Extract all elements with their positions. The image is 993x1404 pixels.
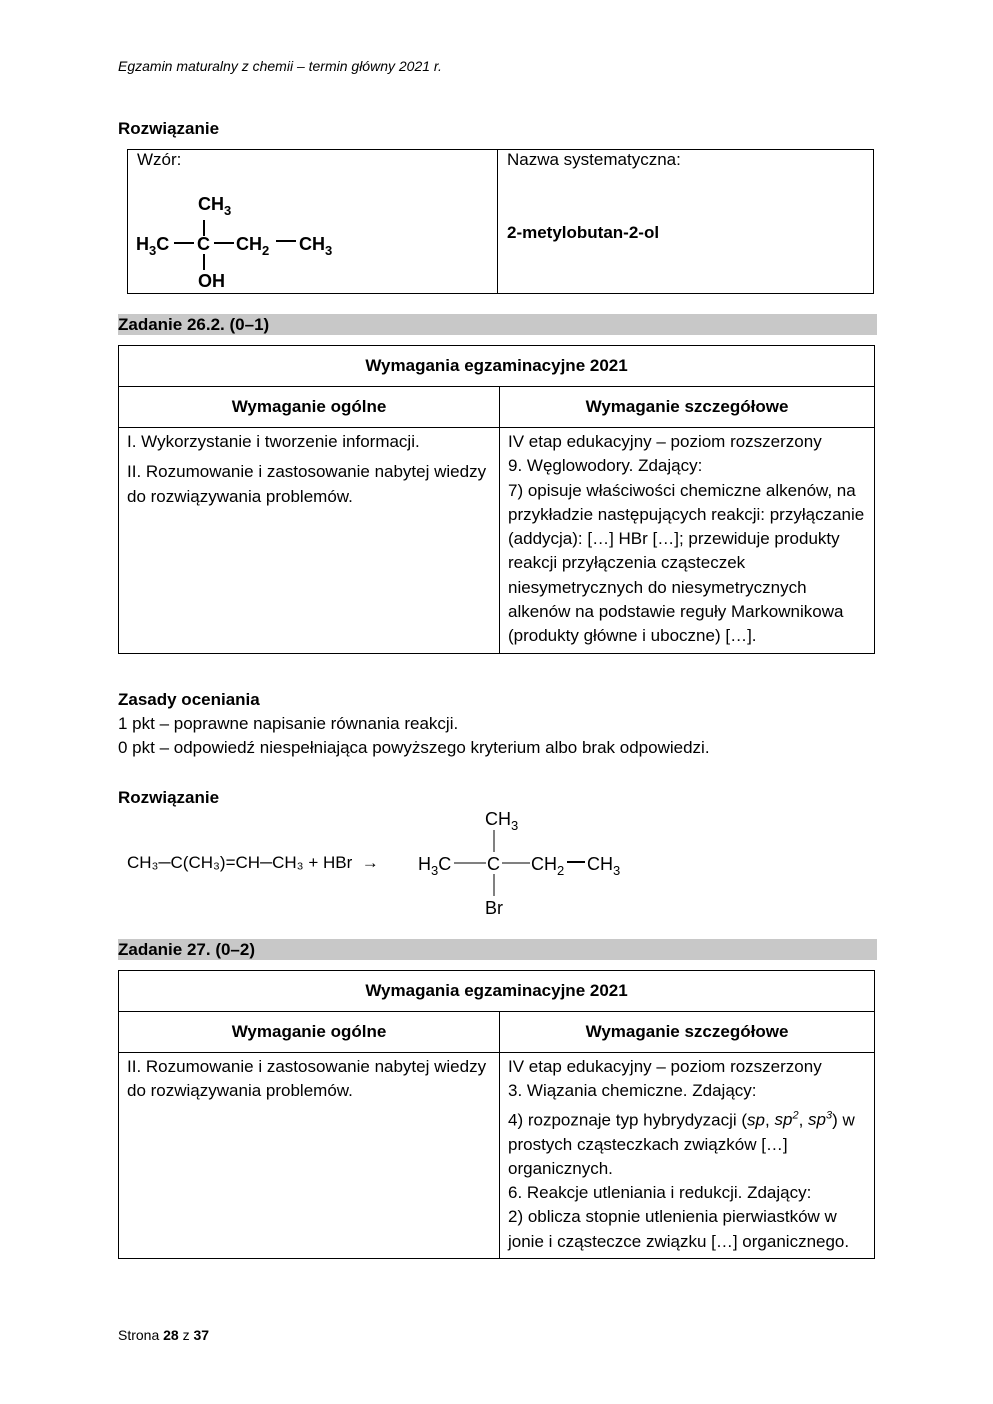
- formula1-right-group-2: $CH_3$: [299, 234, 333, 258]
- formula1-top-group: $CH_3$: [198, 194, 232, 218]
- hybrid-sp: sp: [747, 1110, 766, 1130]
- col-detailed-header: Wymaganie szczegółowe: [500, 387, 875, 428]
- requirements-table-27: [118, 970, 875, 1259]
- general-requirements: [119, 428, 500, 654]
- detailed-req-2: 9. Węglowodory. Zdający:: [508, 456, 703, 476]
- solution-table: [127, 149, 874, 294]
- page-footer: Strona 28 z 37: [118, 1327, 210, 1343]
- detailed-req-1: IV etap edukacyjny – poziom rozszerzony: [508, 1057, 822, 1076]
- formula2-center-carbon: C: [487, 854, 500, 874]
- requirements-table-26-2: [118, 345, 875, 654]
- detailed-req-3: 4) rozpoznaje typ hybrydyzacji (sp, $sp^2$, $sp^3$) w prostych cząsteczkach związków […] organicznych.: [508, 1109, 855, 1178]
- general-requirements: [119, 1053, 500, 1259]
- formula2-top-group: $CH_3$: [485, 809, 519, 833]
- detailed-req-5: 2) oblicza stopnie utlenienia pierwiastków w jonie i cząsteczce związku […] organicznego.: [508, 1207, 850, 1251]
- scoring-line-1: 1 pkt – poprawne napisanie równania reakcji.: [118, 714, 459, 733]
- formula1-right-group-1: $CH_2$: [236, 234, 270, 258]
- structural-formula-1: [128, 170, 488, 288]
- table-title: Wymagania egzaminacyjne 2021: [119, 971, 875, 1012]
- col-detailed-header: Wymaganie szczegółowe: [500, 1012, 875, 1053]
- col-general-header: Wymaganie ogólne: [119, 387, 500, 428]
- detailed-req-3: 7) opisuje właściwości chemiczne alkenów, na przykładzie następujących reakcji: przyłączanie (addycja): […] HBr […]; przewiduje produkty reakcji przyłączenia cząsteczek niesymetrycznych do niesymetrycznych alkenów na podstawie reguły Markownikowa (produkty główne i uboczne) […].: [508, 480, 865, 646]
- solution-heading: Rozwiązanie: [118, 119, 220, 138]
- hybrid-sp3: $sp^3$: [808, 1109, 833, 1130]
- col-general-header: Wymaganie ogólne: [119, 1012, 500, 1053]
- formula1-bottom-group: OH: [198, 271, 225, 288]
- table-title: Wymagania egzaminacyjne 2021: [119, 346, 875, 387]
- solution-2-heading: Rozwiązanie: [118, 788, 220, 807]
- formula1-center-carbon: C: [197, 234, 210, 254]
- hybrid-sp2: $sp^2$: [774, 1109, 799, 1130]
- page-header: Egzamin maturalny z chemii – termin główny 2021 r.: [118, 58, 442, 74]
- task-26-2-title: Zadanie 26.2. (0–1): [118, 314, 877, 335]
- general-req-2: II. Rozumowanie i zastosowanie nabytej wiedzy do rozwiązywania problemów.: [127, 462, 487, 506]
- detailed-requirements: [500, 428, 875, 654]
- formula2-right-group-1: $CH_2$: [531, 854, 565, 878]
- formula-cell: [128, 150, 498, 294]
- scoring-line-2: 0 pkt – odpowiedź niespełniająca powyższego kryterium albo brak odpowiedzi.: [118, 738, 710, 757]
- formula2-right-group-2: $CH_3$: [587, 854, 621, 878]
- systematic-name: 2-metylobutan-2-ol: [507, 223, 660, 242]
- formula-label: Wzór:: [137, 150, 182, 169]
- page-number: 28: [163, 1327, 179, 1343]
- formula1-left-group: $H_3C$: [136, 234, 170, 258]
- name-cell: [498, 150, 874, 294]
- formula2-left-group: $H_3C$: [418, 854, 452, 878]
- reaction-reactants: CH₃─C(CH₃)=CH─CH₃ + HBr →: [127, 853, 379, 872]
- detailed-req-1: IV etap edukacyjny – poziom rozszerzony: [508, 432, 822, 451]
- formula2-bottom-group: Br: [485, 898, 503, 918]
- task-27-title: Zadanie 27. (0–2): [118, 939, 877, 960]
- general-req-1: II. Rozumowanie i zastosowanie nabytej wiedzy do rozwiązywania problemów.: [127, 1057, 487, 1101]
- structural-formula-2: [410, 806, 650, 922]
- name-label: Nazwa systematyczna:: [507, 150, 681, 169]
- scoring-heading: Zasady oceniania: [118, 690, 260, 709]
- detailed-req-2: 3. Wiązania chemiczne. Zdający:: [508, 1081, 757, 1101]
- detailed-req-4: 6. Reakcje utleniania i redukcji. Zdający:: [508, 1183, 812, 1203]
- general-req-1: I. Wykorzystanie i tworzenie informacji.: [127, 432, 420, 451]
- detailed-requirements: [500, 1053, 875, 1259]
- page-total: 37: [193, 1327, 210, 1343]
